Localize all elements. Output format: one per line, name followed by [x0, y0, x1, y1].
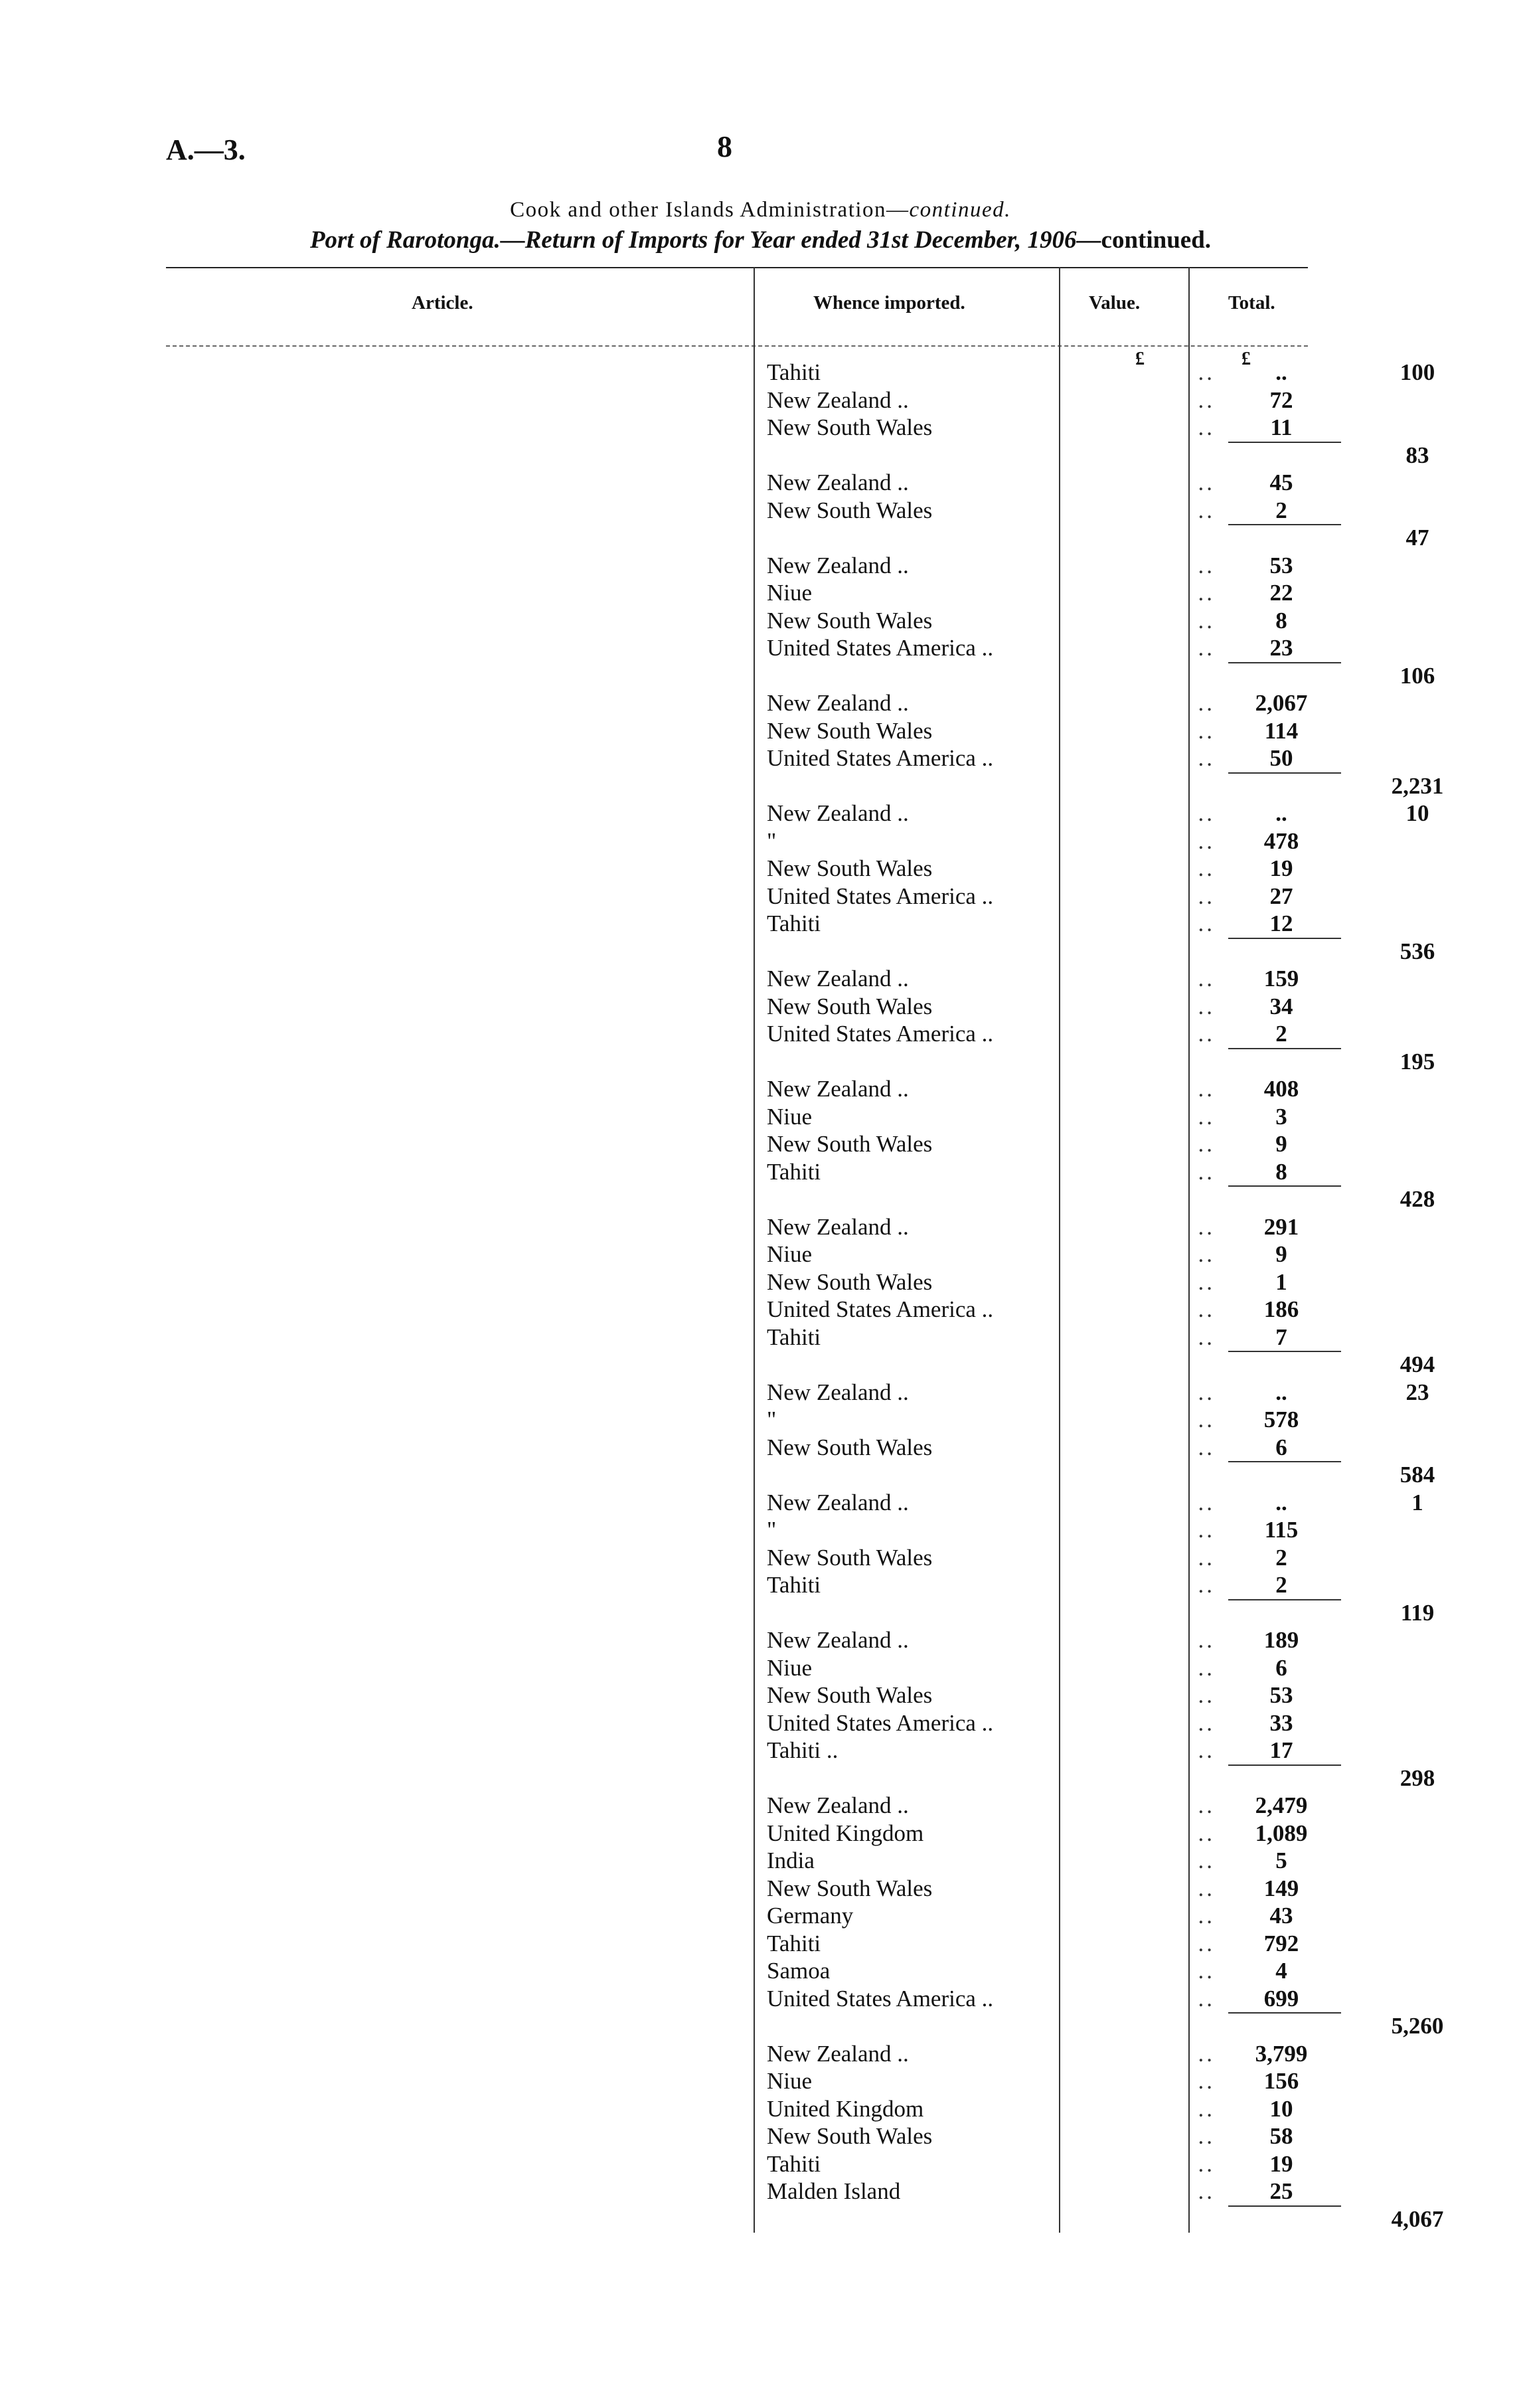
- table-row: New Zealand .. .. 72: [166, 387, 1308, 414]
- origin-name: ": [767, 1407, 777, 1432]
- table-row: Tahiti .. 792: [166, 1930, 1308, 1958]
- value-cell: 4: [1275, 1958, 1287, 1984]
- table-row: Niue .. 22: [166, 579, 1308, 607]
- table-row: United States America .. .. 186: [166, 1296, 1308, 1324]
- total-row: [166, 1764, 1435, 1792]
- origin-name: New Zealand ..: [767, 1076, 909, 1102]
- value-cell: 8: [1275, 607, 1287, 634]
- table-row: New Zealand .. .. 53: [166, 552, 1308, 580]
- total-row: [166, 938, 1435, 966]
- page-number: 8: [717, 129, 732, 163]
- table-row: Samoa .. 4: [166, 1957, 1308, 1985]
- origin-name: United States America ..: [767, 883, 994, 909]
- value-cell: 50: [1269, 745, 1293, 771]
- table-row: New South Wales .. 2: [166, 497, 1308, 525]
- table-row: New South Wales .. 1: [166, 1268, 1308, 1296]
- subtotal-rule: [1228, 772, 1341, 774]
- table-row: New South Wales .. 114: [166, 717, 1308, 745]
- value-cell: 33: [1269, 1709, 1293, 1736]
- origin-name: Malden Island: [767, 2178, 901, 2204]
- total-row: [166, 1048, 1435, 1076]
- total-row: [166, 772, 1444, 800]
- table-row: New South Wales .. 11: [166, 414, 1308, 442]
- total-cell: 1: [1411, 1489, 1423, 1515]
- origin-name: Tahiti: [767, 910, 821, 936]
- total-cell: 298: [1400, 1764, 1435, 1791]
- table-row: New Zealand .. .. 291: [166, 1213, 1308, 1241]
- origin-name: New Zealand ..: [767, 1379, 909, 1405]
- total-cell: 10: [1405, 800, 1429, 826]
- table-row: New South Wales .. 149: [166, 1875, 1308, 1903]
- total-row: [166, 442, 1429, 470]
- total-row: [166, 1461, 1435, 1489]
- value-cell: 17: [1269, 1737, 1293, 1763]
- value-cell: 2: [1275, 1021, 1287, 1047]
- value-cell: 6: [1275, 1654, 1287, 1681]
- value-cell: 159: [1263, 966, 1299, 991]
- table-row: United States America .. .. 33: [166, 1709, 1308, 1737]
- origin-name: New South Wales: [767, 993, 933, 1019]
- value-cell: ..: [1275, 1379, 1287, 1405]
- heading-main: Cook and other Islands Administration—: [510, 198, 910, 222]
- origin-name: New Zealand ..: [767, 1627, 909, 1653]
- value-cell: 115: [1264, 1517, 1299, 1543]
- table-row: United States America .. .. 2: [166, 1020, 1308, 1048]
- origin-name: New Zealand ..: [767, 552, 909, 578]
- value-cell: 291: [1263, 1213, 1299, 1240]
- value-cell: 408: [1263, 1076, 1299, 1102]
- value-cell: 2: [1275, 1544, 1287, 1571]
- value-cell: 156: [1263, 2068, 1299, 2094]
- origin-name: New South Wales: [767, 1682, 933, 1708]
- total-cell: 119: [1400, 1599, 1435, 1626]
- value-cell: 7: [1275, 1324, 1287, 1350]
- value-currency-symbol: £: [1135, 349, 1145, 369]
- subtotal-rule: [1228, 1185, 1341, 1187]
- table-row: Tahiti .. 12: [166, 910, 1308, 938]
- table-row: Tahiti .. 2: [166, 1571, 1308, 1599]
- origin-name: New South Wales: [767, 717, 933, 744]
- table-row: Tahiti .. .. 100: [166, 359, 1308, 387]
- total-row: [166, 2205, 1444, 2233]
- origin-name: New Zealand ..: [767, 690, 909, 716]
- total-cell: 4,067: [1391, 2205, 1444, 2232]
- value-cell: 9: [1275, 1131, 1287, 1157]
- origin-name: ": [767, 1517, 777, 1543]
- column-header-article: Article.: [412, 292, 473, 313]
- value-cell: ..: [1275, 359, 1287, 385]
- subtotal-rule: [1228, 1351, 1341, 1352]
- value-cell: 12: [1269, 910, 1293, 936]
- origin-name: United States America ..: [767, 635, 994, 661]
- origin-name: ": [767, 827, 777, 854]
- table-row: United States America .. .. 699: [166, 1985, 1308, 2013]
- table-row: New Zealand .. .. 2,479: [166, 1792, 1308, 1820]
- table-row: New Zealand .. .. 2,067: [166, 689, 1308, 717]
- table-row: New Zealand .. .. .. 10: [166, 800, 1308, 827]
- origin-name: New South Wales: [767, 607, 933, 634]
- table-row: United States America .. .. 27: [166, 883, 1308, 910]
- total-cell: 536: [1400, 938, 1435, 964]
- value-cell: 19: [1269, 2150, 1293, 2177]
- subtotal-rule: [1228, 1599, 1341, 1600]
- origin-name: New South Wales: [767, 1131, 933, 1157]
- value-cell: 578: [1263, 1407, 1299, 1432]
- table-row: Niue .. 156: [166, 2067, 1308, 2095]
- total-cell: 494: [1400, 1351, 1435, 1377]
- total-currency-symbol: £: [1241, 349, 1251, 369]
- value-cell: 53: [1269, 1682, 1293, 1708]
- column-header-whence: Whence imported.: [813, 292, 965, 313]
- origin-name: United States America ..: [767, 1709, 994, 1736]
- subtotal-rule: [1228, 442, 1341, 443]
- value-cell: 2,479: [1255, 1792, 1308, 1818]
- table-row: New South Wales .. 9: [166, 1130, 1308, 1158]
- value-cell: 10: [1269, 2095, 1293, 2122]
- origin-name: New South Wales: [767, 1434, 933, 1460]
- table-row: New South Wales .. 58: [166, 2122, 1308, 2150]
- value-cell: 792: [1263, 1930, 1299, 1956]
- table-row: Malden Island .. 25: [166, 2178, 1308, 2205]
- value-cell: 149: [1263, 1875, 1299, 1901]
- origin-name: New South Wales: [767, 855, 933, 881]
- origin-name: New Zealand ..: [767, 2040, 909, 2067]
- table-row: New Zealand .. .. 159: [166, 965, 1308, 993]
- origin-name: United States America ..: [767, 1985, 994, 2012]
- table-row: Tahiti .. 7: [166, 1324, 1308, 1351]
- origin-name: New South Wales: [767, 414, 933, 440]
- value-cell: 699: [1263, 1985, 1299, 2012]
- table-row: New South Wales .. 8: [166, 607, 1308, 635]
- value-cell: 1,089: [1255, 1820, 1308, 1846]
- table-row: New South Wales .. 2: [166, 1544, 1308, 1572]
- origin-name: United States America ..: [767, 1296, 994, 1322]
- value-cell: 22: [1269, 580, 1293, 606]
- table-row: Germany .. 43: [166, 1902, 1308, 1930]
- table-row: New South Wales .. 53: [166, 1681, 1308, 1709]
- origin-name: Niue: [767, 1241, 813, 1267]
- value-cell: ..: [1275, 1489, 1287, 1515]
- table-title: [0, 226, 1521, 254]
- origin-name: New South Wales: [767, 2123, 933, 2149]
- origin-name: Tahiti: [767, 1930, 821, 1956]
- value-cell: 53: [1269, 552, 1293, 578]
- value-cell: ..: [1275, 800, 1287, 826]
- origin-name: New Zealand ..: [767, 387, 909, 413]
- origin-name: New Zealand ..: [767, 966, 909, 991]
- value-cell: 3,799: [1255, 2040, 1308, 2067]
- table-row: " .. 578: [166, 1406, 1308, 1434]
- value-cell: 23: [1269, 635, 1293, 661]
- origin-name: India: [767, 1848, 815, 1873]
- subtotal-rule: [1228, 2205, 1341, 2207]
- origin-name: New Zealand ..: [767, 470, 909, 495]
- subtotal-rule: [1228, 1461, 1341, 1462]
- column-header-total: Total.: [1228, 292, 1275, 313]
- table-row: New Zealand .. .. 45: [166, 469, 1308, 497]
- value-cell: 2,067: [1255, 690, 1308, 716]
- value-cell: 189: [1263, 1627, 1299, 1653]
- origin-name: New Zealand ..: [767, 1213, 909, 1240]
- page-header: [0, 129, 1521, 179]
- imports-table: [166, 359, 1444, 2233]
- table-row: New Zealand .. .. .. 1: [166, 1489, 1308, 1517]
- value-cell: 114: [1264, 717, 1299, 744]
- value-cell: 11: [1270, 414, 1293, 440]
- origin-name: New Zealand ..: [767, 1489, 909, 1515]
- table-row: United Kingdom .. 1,089: [166, 1820, 1308, 1848]
- value-cell: 2: [1275, 497, 1287, 523]
- value-cell: 25: [1269, 2178, 1293, 2204]
- subtotal-rule: [1228, 524, 1341, 525]
- table-row: " .. 115: [166, 1516, 1308, 1544]
- total-row: [166, 1185, 1435, 1213]
- origin-name: Tahiti: [767, 359, 821, 385]
- origin-name: Samoa: [767, 1958, 831, 1984]
- origin-name: Tahiti ..: [767, 1737, 839, 1763]
- origin-name: Niue: [767, 580, 813, 606]
- table-row: Niue .. 3: [166, 1103, 1308, 1131]
- total-cell: 2,231: [1391, 772, 1444, 799]
- table-title-lead: Port of Rarotonga.—Return of Imports for Year ended 31st December, 1906—: [309, 226, 1101, 254]
- value-cell: 478: [1263, 827, 1299, 854]
- origin-name: Germany: [767, 1903, 854, 1929]
- table-row: Tahiti .. .. 17: [166, 1737, 1308, 1764]
- origin-name: New South Wales: [767, 1875, 933, 1901]
- total-cell: 23: [1405, 1379, 1429, 1405]
- origin-name: Niue: [767, 1654, 813, 1681]
- origin-name: Niue: [767, 2068, 813, 2094]
- total-row: [166, 524, 1429, 552]
- origin-name: United Kingdom: [767, 1820, 924, 1846]
- table-row: New Zealand .. .. 189: [166, 1626, 1308, 1654]
- total-cell: 83: [1405, 442, 1429, 468]
- value-cell: 1: [1275, 1268, 1287, 1295]
- column-header-value: Value.: [1089, 292, 1141, 313]
- value-cell: 34: [1269, 993, 1293, 1019]
- table-row: " .. 478: [166, 827, 1308, 855]
- table-row: United States America .. .. 23: [166, 634, 1308, 662]
- table-row: New Zealand .. .. 408: [166, 1075, 1308, 1103]
- value-cell: 3: [1275, 1103, 1287, 1130]
- subtotal-rule: [1228, 1764, 1341, 1766]
- table-row: New Zealand .. .. .. 23: [166, 1379, 1308, 1407]
- value-cell: 27: [1269, 883, 1293, 909]
- value-cell: 45: [1269, 470, 1293, 495]
- origin-name: United States America ..: [767, 1021, 994, 1047]
- total-cell: 195: [1400, 1048, 1435, 1075]
- heading-continued: continued.: [909, 198, 1011, 222]
- value-cell: 58: [1269, 2123, 1293, 2149]
- header-rule: [166, 345, 1308, 347]
- total-cell: 47: [1405, 525, 1429, 551]
- section-heading: [0, 198, 1521, 222]
- total-cell: 100: [1400, 359, 1435, 385]
- subtotal-rule: [1228, 1048, 1341, 1049]
- table-row: Tahiti .. 19: [166, 2150, 1308, 2178]
- origin-name: Tahiti: [767, 1572, 821, 1598]
- origin-name: New Zealand ..: [767, 1792, 909, 1818]
- table-row: Niue .. 9: [166, 1241, 1308, 1268]
- table-top-rule: [166, 267, 1308, 268]
- total-cell: 106: [1400, 662, 1435, 689]
- value-cell: 9: [1275, 1241, 1287, 1267]
- value-cell: 72: [1269, 387, 1293, 413]
- table-row: New South Wales .. 19: [166, 855, 1308, 883]
- value-cell: 186: [1263, 1296, 1299, 1322]
- total-cell: 584: [1400, 1462, 1435, 1488]
- value-cell: 2: [1275, 1572, 1287, 1598]
- origin-name: New South Wales: [767, 1544, 933, 1571]
- table-row: Tahiti .. 8: [166, 1158, 1308, 1186]
- total-cell: 428: [1400, 1186, 1435, 1212]
- subtotal-rule: [1228, 2012, 1341, 2014]
- total-row: [166, 1351, 1435, 1379]
- total-row: [166, 1599, 1435, 1627]
- subtotal-rule: [1228, 662, 1341, 663]
- table-title-continued: continued.: [1101, 226, 1212, 254]
- table-row: United States America .. .. 50: [166, 744, 1308, 772]
- origin-name: New South Wales: [767, 1268, 933, 1295]
- table-row: New Zealand .. .. 3,799: [166, 2040, 1308, 2068]
- document-reference: A.—3.: [166, 133, 246, 166]
- total-cell: 5,260: [1391, 2013, 1444, 2039]
- total-row: [166, 2012, 1444, 2040]
- origin-name: New South Wales: [767, 497, 933, 523]
- origin-name: Tahiti: [767, 2150, 821, 2177]
- table-row: India .. 5: [166, 1847, 1308, 1875]
- origin-name: United States America ..: [767, 745, 994, 771]
- table-row: Niue .. 6: [166, 1654, 1308, 1682]
- table-row: United Kingdom .. 10: [166, 2095, 1308, 2123]
- value-cell: 43: [1269, 1903, 1293, 1929]
- origin-name: Niue: [767, 1103, 813, 1130]
- origin-name: Tahiti: [767, 1324, 821, 1350]
- value-cell: 8: [1275, 1158, 1287, 1185]
- value-cell: 6: [1275, 1434, 1287, 1460]
- table-row: New South Wales .. 6: [166, 1434, 1308, 1462]
- origin-name: Tahiti: [767, 1158, 821, 1185]
- total-row: [166, 662, 1435, 690]
- origin-name: New Zealand ..: [767, 800, 909, 826]
- table-row: New South Wales .. 34: [166, 993, 1308, 1021]
- subtotal-rule: [1228, 938, 1341, 939]
- origin-name: United Kingdom: [767, 2095, 924, 2122]
- value-cell: 5: [1275, 1848, 1287, 1873]
- value-cell: 19: [1269, 855, 1293, 881]
